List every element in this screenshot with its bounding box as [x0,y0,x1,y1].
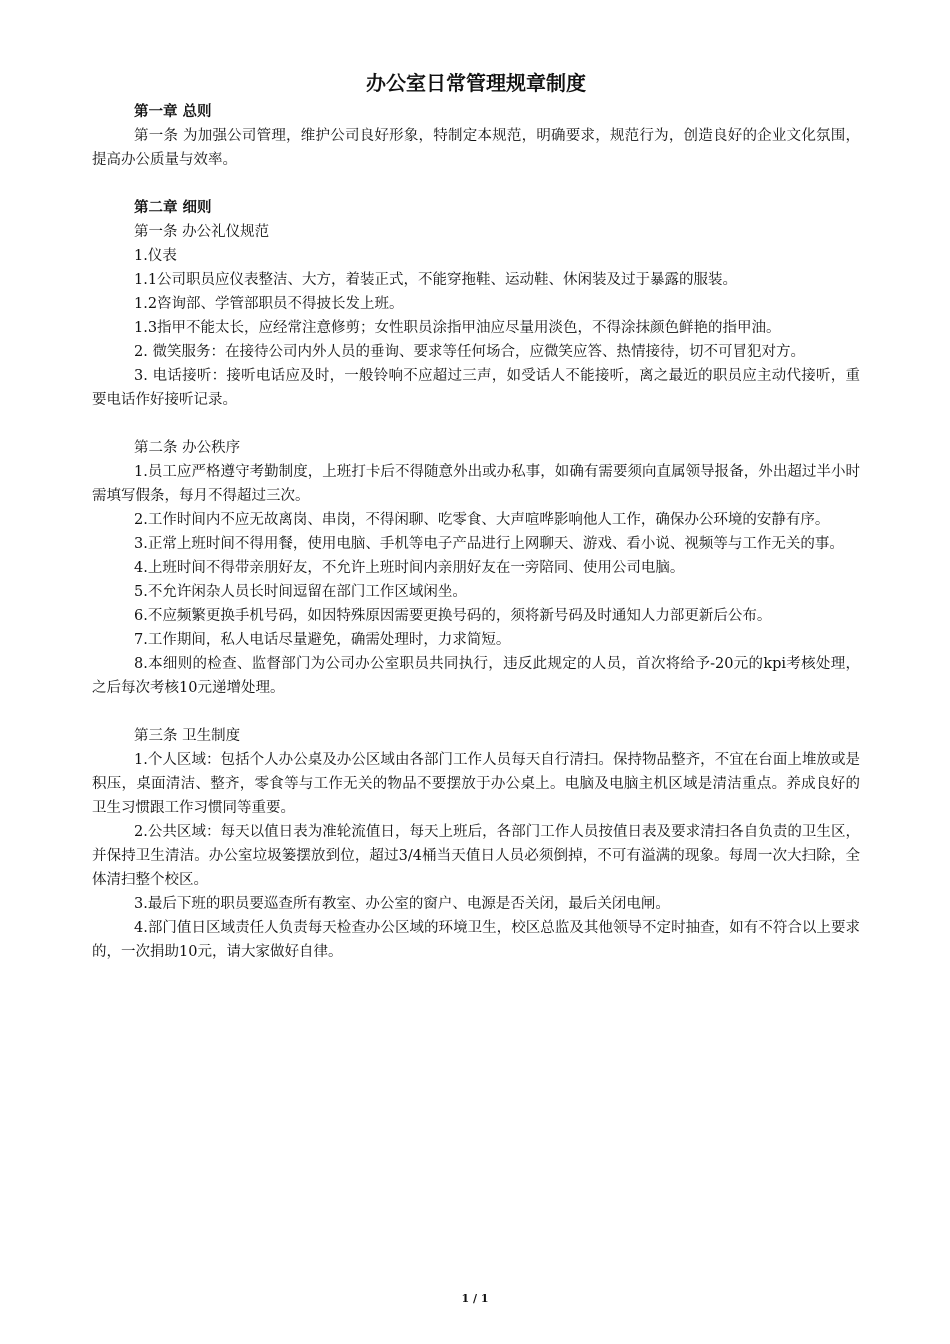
chapter-1-article-1: 第一条 为加强公司管理，维护公司良好形象，特制定本规范，明确要求，规范行为，创造良好的企业文化氛围，提高办公质量与效率。 [92,128,860,168]
article-hygiene-item: 4.部门值日区域责任人负责每天检查办公区域的环境卫生，校区总监及其他领导不定时抽查，如有不符合以上要求的，一次捐助10元，请大家做好自律。 [92,920,860,960]
article-etiquette-item: 2. 微笑服务：在接待公司内外人员的垂询、要求等任何场合，应微笑应答、热情接待，切不可冒犯对方。 [134,344,805,360]
chapter-2-heading: 第二章 细则 [134,200,212,216]
chapter-1-heading: 第一章 总则 [134,104,212,120]
article-order-item: 1.员工应严格遵守考勤制度，上班打卡后不得随意外出或办私事，如确有需要须向直属领导报备，外出超过半小时需填写假条，每月不得超过三次。 [92,464,860,504]
article-hygiene-item: 2.公共区域：每天以值日表为准轮流值日，每天上班后，各部门工作人员按值日表及要求清扫各自负责的卫生区，并保持卫生清洁。办公室垃圾篓摆放到位，超过3/4桶当天值日人员必须倒掉，不可有溢满的现象。每周一次大扫除，全体清扫整个校区。 [92,824,860,888]
document-body [92,68,860,964]
page-number: 1 / 1 [461,1292,489,1305]
article-etiquette-item: 3. 电话接听：接听电话应及时，一般铃响不应超过三声，如受话人不能接听，离之最近的职员应主动代接听，重要电话作好接听记录。 [92,368,860,408]
article-etiquette-item: 1.2咨询部、学管部职员不得披长发上班。 [134,296,404,312]
article-hygiene-item: 1.个人区域：包括个人办公桌及办公区域由各部门工作人员每天自行清扫。保持物品整齐，不宜在台面上堆放或是积压，桌面清洁、整齐，零食等与工作无关的物品不要摆放于办公桌上。电脑及电脑主机区域是清洁重点。养成良好的卫生习惯跟工作习惯同等重要。 [92,752,860,816]
article-order-item: 4.上班时间不得带亲朋好友，不允许上班时间内亲朋好友在一旁陪同、使用公司电脑。 [134,560,685,576]
section-spacer [92,172,860,196]
article-order-title: 第二条 办公秩序 [134,440,241,456]
article-order-item: 5.不允许闲杂人员长时间逗留在部门工作区域闲坐。 [134,584,467,600]
article-etiquette-item: 1.3指甲不能太长，应经常注意修剪；女性职员涂指甲油应尽量用淡色，不得涂抹颜色鲜艳的指甲油。 [134,320,781,336]
article-etiquette-item: 1.仪表 [134,248,177,264]
article-order-item: 6.不应频繁更换手机号码，如因特殊原因需要更换号码的，须将新号码及时通知人力部更新后公布。 [134,608,772,624]
article-hygiene-title: 第三条 卫生制度 [134,728,241,744]
article-etiquette-title: 第一条 办公礼仪规范 [134,224,270,240]
section-spacer [92,700,860,724]
article-order-item: 8.本细则的检查、监督部门为公司办公室职员共同执行，违反此规定的人员，首次将给予-20元的kpi考核处理，之后每次考核10元递增处理。 [92,656,860,696]
section-spacer [92,412,860,436]
article-order-item: 2.工作时间内不应无故离岗、串岗，不得闲聊、吃零食、大声喧哗影响他人工作，确保办公环境的安静有序。 [134,512,830,528]
article-hygiene-item: 3.最后下班的职员要巡查所有教室、办公室的窗户、电源是否关闭，最后关闭电闸。 [134,896,670,912]
article-order-item: 7.工作期间，私人电话尽量避免，确需处理时，力求简短。 [134,632,511,648]
document-title: 办公室日常管理规章制度 [366,71,586,95]
article-etiquette-item: 1.1公司职员应仪表整洁、大方，着装正式，不能穿拖鞋、运动鞋、休闲装及过于暴露的服装。 [134,272,738,288]
article-order-item: 3.正常上班时间不得用餐，使用电脑、手机等电子产品进行上网聊天、游戏、看小说、视频等与工作无关的事。 [134,536,844,552]
